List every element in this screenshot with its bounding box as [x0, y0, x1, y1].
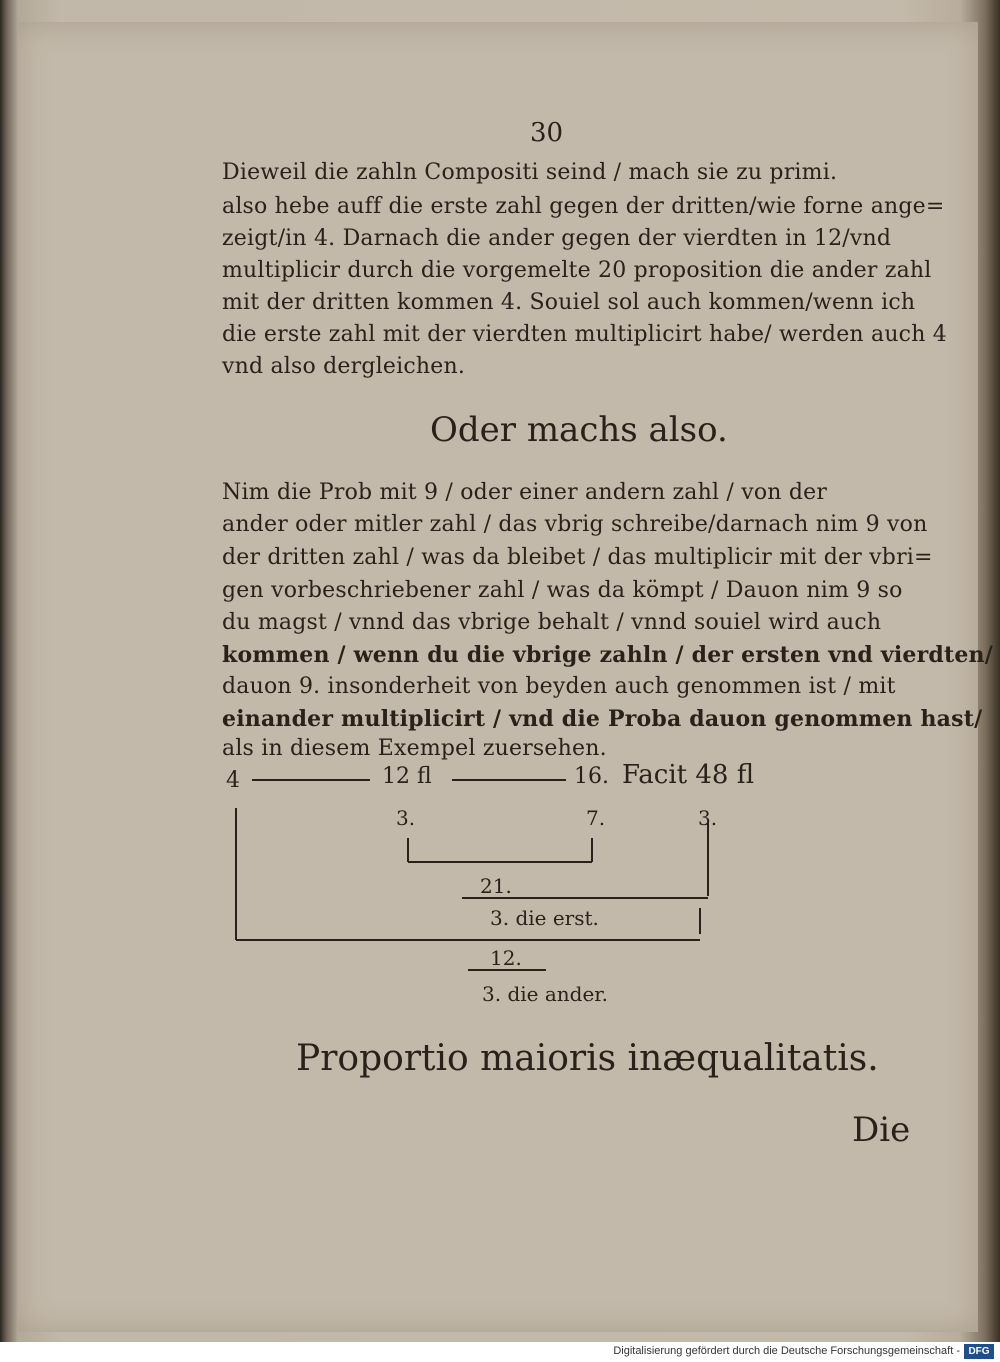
figure-remainder: 3. [396, 806, 416, 830]
text-line: gen vorbeschriebener zahl / was da kömpt / Dauon nim 9 so [222, 578, 903, 603]
footer-credit: Digitalisierung gefördert durch die Deutsche Forschungsgemeinschaft - [613, 1345, 960, 1357]
text-line: multiplicir durch die vorgemelte 20 proposition die ander zahl [222, 258, 932, 283]
figure-remainder: 3. [698, 806, 718, 830]
text-line: zeigt/in 4. Darnach die ander gegen der vierdten in 12/vnd [222, 226, 892, 251]
text-line: mit der dritten kommen 4. Souiel sol auch kommen/wenn ich [222, 290, 916, 315]
foot-heading: Proportio maioris inæqualitatis. [296, 1038, 879, 1079]
section-heading: Oder machs also. [430, 410, 728, 450]
text-line: also hebe auff die erste zahl gegen der dritten/wie forne ange= [222, 194, 945, 219]
figure-second-term: 12 fl [382, 764, 432, 789]
text-line: der dritten zahl / was da bleibet / das multiplicir mit der vbri= [222, 545, 933, 570]
figure-proof: 3. die erst. [490, 906, 599, 930]
text-line: einander multiplicirt / vnd die Proba dauon genommen hast/ [222, 706, 983, 732]
text-line: vnd also dergleichen. [222, 354, 466, 379]
catchword: Die [852, 1110, 911, 1150]
figure-remainder: 7. [586, 806, 606, 830]
figure-result: Facit 48 fl [622, 760, 755, 790]
text-line: als in diesem Exempel zuersehen. [222, 736, 607, 761]
figure-product: 21. [480, 874, 512, 898]
figure-first-term: 4 [226, 768, 240, 793]
figure-third-term: 16. [574, 764, 609, 789]
text-line: dauon 9. insonderheit von beyden auch genommen ist / mit [222, 674, 896, 699]
page-number: 30 [530, 118, 564, 148]
digitization-footer [0, 1342, 1000, 1362]
text-line: du magst / vnnd das vbrige behalt / vnnd souiel wird auch [222, 610, 882, 635]
text-line: kommen / wenn du die vbrige zahln / der ersten vnd vierdten/ [222, 642, 993, 668]
dfg-logo-icon: DFG [964, 1344, 994, 1359]
figure-proof: 3. die ander. [482, 982, 608, 1006]
text-line: ander oder mitler zahl / das vbrig schreibe/darnach nim 9 von [222, 512, 928, 537]
text-line: Nim die Prob mit 9 / oder einer andern zahl / von der [222, 480, 828, 505]
text-line: die erste zahl mit der vierdten multiplicirt habe/ werden auch 4 [222, 322, 947, 347]
figure-product: 12. [490, 946, 522, 970]
text-line: Dieweil die zahln Compositi seind / mach sie zu primi. [222, 160, 838, 185]
